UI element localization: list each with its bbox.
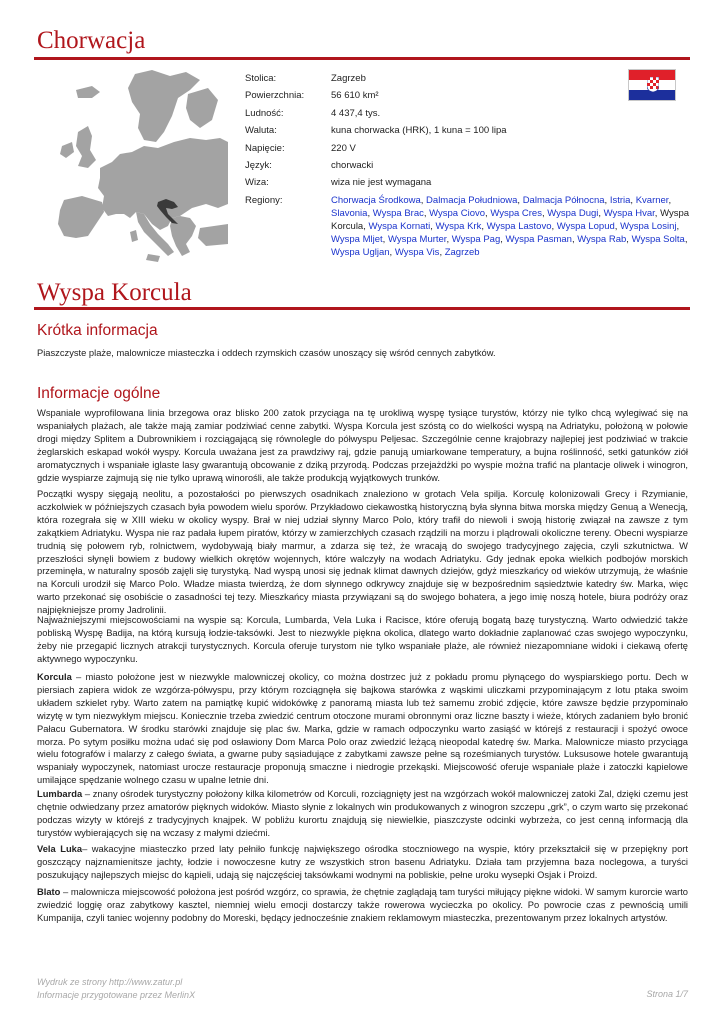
town-name: Vela Luka [37, 844, 83, 854]
fact-value: chorwacki [331, 159, 374, 171]
fact-label: Język: [245, 159, 272, 171]
town-description: – malownicza miejscowość położona jest pośród wzgórz, co sprawia, że chętnie zaglądają tam turyści miłujący piękne widoki. W samym kurorcie warto zwiedzić loggię oraz zabytkowy kasztel, niemniej wielu emocji dostarczy także rowerowa wycieczka po okolicy. Po powrocie czas z pewnością umili Kumpanija, czyli taniec wojenny podobny do Moreski, będący jednocześnie znakiem reklamowym miasteczka, prezentowanym przez lokalnych artystów. [37, 887, 688, 923]
town-description: – wakacyjne miasteczko przed laty pełniło funkcję największego ośrodka stoczniowego na wyspie, który przekształcił się w przepiękny port goszczący najznamienitsze jachty, łodzie i nowoczesne kutry ze wszystkich stron basenu Adriatyku. Działa tam przyjemna baza noclegowa, a turyści poszukujący najlepszych miejsc do kąpieli, udają się najczęściej taksówkami wodnymi na pobliskie, pełne uroku wysepki Osjak i Proizd. [37, 844, 688, 880]
fact-label: Napięcie: [245, 142, 285, 154]
regions-list: Chorwacja Środkowa, Dalmacja Południowa, Dalmacja Północna, Istria, Kvarner, Slavonia, Wyspa Brac, Wyspa Ciovo, Wyspa Cres, Wyspa Dugi, Wyspa Hvar, Wyspa Korcula, Wyspa Kornati, Wyspa Krk, Wyspa Lastovo, Wyspa Lopud, Wyspa Losinj, Wyspa Mljet, Wyspa Murter, Wyspa Pag, Wyspa Pasman, Wyspa Rab, Wyspa Solta, Wyspa Ugljan, Wyspa Vis, Zagrzeb [331, 194, 690, 258]
region-link[interactable]: Istria [609, 194, 631, 206]
fact-row-language [245, 159, 695, 172]
region-link[interactable]: Zagrzeb [444, 246, 480, 258]
paragraph-towns: Najważniejszymi miejscowościami na wyspie są: Korcula, Lumbarda, Vela Luka i Racisce, które oferują bogatą bazę turystyczną. Warto odwiedzić także pobliską Wyspę Badija, na którą kursują łodzie-taksówki. Jest to niezwykle piękna okolica, dlatego warto dokładnie zaplanować czas swojego wypoczynku, żeby nie przegapić licznych atrakcji turystycznych. Korcula oferuje turystom nie tylko wspaniałe plaże, ale również niezapomniane widoki i ciekawą ofertę aktywnego wypoczynku. [37, 615, 688, 664]
paragraph-lumbarda [37, 788, 688, 840]
paragraph-intro: Wspaniale wyprofilowana linia brzegowa oraz blisko 200 zatok przyciąga na tę urokliwą wyspę tysiące turystów, którzy nie tylko chcą wylegiwać się na wspaniałych plażach, ale także mają zamiar podziwiać cenne zabytki. Wyspa Korcula jest szóstą co do wielkości wyspą na Adriatyku, położoną w połowie drogi między Splitem a Dubrownikiem i rozciągającą się równolegle do półwyspu Peljesac. Szczególnie cenne krajobrazy najlepiej jest podziwiać w trakcie żeglarskich eskapad wokół wyspy. Korcula uważana jest za prawdziwy raj, gdzie panują umiarkowane temperatury, a bujna roślinność, setki gatunków ziół aromatycznych i wspaniałe iglaste lasy gwarantują obcowanie z dziką przyrodą. Podczas przejażdżki po wyspie można trafić na plantacje oliwek i winogron, gdzie wyspiarze zajmują się nie tylko uprawą winorośli, ale także produkcją wyjątkowych trunków. [37, 408, 688, 483]
fact-value: Zagrzeb [331, 73, 366, 84]
title-divider [34, 307, 690, 310]
region-link[interactable]: Wyspa Rab [577, 233, 627, 245]
region-link[interactable]: Wyspa Brac [372, 207, 424, 219]
region-link[interactable]: Wyspa Ugljan [331, 246, 390, 258]
region-current: Wyspa Korcula [331, 207, 690, 232]
region-link[interactable]: Wyspa Ciovo [429, 207, 486, 219]
fact-value: 4 437,4 tys. [331, 107, 381, 119]
town-name: Blato [37, 887, 61, 897]
fact-label: Ludność: [245, 107, 284, 119]
fact-value: 56 610 km² [331, 90, 379, 102]
fact-value: wiza nie jest wymagana [331, 177, 432, 189]
fact-row-population [245, 107, 695, 120]
fact-row-currency [245, 124, 695, 137]
fact-label: Wiza: [245, 177, 269, 189]
region-link[interactable]: Wyspa Krk [435, 220, 482, 232]
region-link[interactable]: Wyspa Mljet [331, 233, 383, 245]
page-number: Strona 1/7 [646, 989, 688, 999]
region-link[interactable]: Wyspa Lopud [556, 220, 615, 232]
region-link[interactable]: Wyspa Pasman [505, 233, 572, 245]
fact-value: kuna chorwacka (HRK), 1 kuna = 100 lipa [331, 125, 507, 137]
short-info-text: Piaszczyste plaże, malownicze miasteczka i oddech rzymskich czasów unoszący się wśród cennych zabytków. [37, 348, 496, 358]
region-link[interactable]: Wyspa Losinj [620, 220, 677, 232]
europe-map [40, 68, 228, 266]
fact-value: 220 V [331, 142, 356, 154]
region-link[interactable]: Chorwacja Środkowa [331, 194, 421, 206]
paragraph-blato [37, 886, 688, 925]
town-name: Korcula [37, 672, 72, 682]
fact-label: Powierzchnia: [245, 90, 305, 102]
town-description: – znany ośrodek turystyczny położony kilka kilometrów od Korculi, rozciągnięty jest na wzgórzach wokół malowniczej zatoki Zal, dzięki czemu jest chętnie odwiedzany przez amatorów pięknych widoków. Miasto słynie z lokalnych win produkowanych z winogron szczepu „grk”, o czym warto się przekonać podczas wizyty w którejś z tradycyjnych knajpek. W pobliżu kurortu znajdują się niewielkie, piaszczyste odcinki wybrzeża, co jest cenną informacją dla turystów wybierających się na wczasy z małymi dziećmi. [37, 789, 688, 838]
region-link[interactable]: Slavonia [331, 207, 368, 219]
croatia-flag [628, 69, 676, 101]
region-link[interactable]: Wyspa Solta [631, 233, 685, 245]
region-link[interactable]: Dalmacja Południowa [426, 194, 518, 206]
fact-row-visa [245, 176, 695, 189]
fact-row-voltage [245, 142, 695, 155]
section-heading-general-info: Informacje ogólne [37, 385, 161, 402]
fact-label: Stolica: [245, 73, 277, 84]
region-link[interactable]: Wyspa Lastovo [486, 220, 552, 232]
section-heading-short-info: Krótka informacja [37, 322, 158, 339]
fact-label: Regiony: [245, 194, 283, 206]
island-title: Wyspa Korcula [37, 279, 192, 306]
region-link[interactable]: Wyspa Pag [451, 233, 501, 245]
region-link[interactable]: Wyspa Cres [490, 207, 542, 219]
paragraph-history: Początki wyspy sięgają neolitu, a pozostałości po pierwszych osadnikach znaleziono w grotach Vela spilja. Korculę kolonizowali Grecy i Rzymianie, aczkolwiek w późniejszych czasach była powodem wielu sporów. Przykładowo ciekawostką historyczną była słynna bitwa morska między Genuą a Wenecją, która rozegrała się w XIII wieku w okolicy wyspy. Brał w niej udział słynny Marco Polo, który trafił do niewoli i swoją historię związał na zawsze z tym zakątkiem Adriatyku. Wyspa nie raz padała łupem piratów, którzy w zamierzchłych czasach rządzili na morzu i plądrowali okoliczne tereny. Obecni wyspiarze trudnią się połowem ryb, rolnictwem, wydobywają biały marmur, a zdarza się też, że wracają do swojego tradycyjnego zajęcia, czyli szkutnictwa. W przeszłości słynęli bowiem z budowy wielkich okrętów wojennych, które walczyły na wodach Adriatyku. Gdy jednak epoka wielkich podbojów morskich przeminęła, w naturalny sposób zajęli się turystyką. Nad wyspą unosi się jednak klimat dawnych dziejów, gdyż mieszkańcy od wieków utrzymują, że właśnie na Korculi urodził się Marco Polo. Władze miasta twierdzą, że dom słynnego odkrywcy znajduje się w bezpośrednim sąsiedztwie katedry św. Marka, więc warto przekonać się osobiście o zasadności tej tezy. Mieszkańcy miasta przywiązani są do swojego bohatera, a jego imię noszą hotele, biura podróży oraz najpiękniejsze promy Jadrolinii. [37, 489, 688, 616]
europe-map-image [40, 68, 228, 266]
region-link[interactable]: Wyspa Kornati [368, 220, 431, 232]
region-link[interactable]: Wyspa Hvar [603, 207, 655, 219]
region-link[interactable]: Wyspa Dugi [547, 207, 599, 219]
region-link[interactable]: Kvarner [635, 194, 669, 206]
footer-print-source: Wydruk ze strony http://www.zatur.pl [37, 977, 183, 987]
paragraph-vela-luka [37, 843, 688, 882]
region-link[interactable]: Dalmacja Północna [522, 194, 605, 206]
town-description: – miasto położone jest w niezwykle malowniczej okolicy, co można dostrzec już z pokładu promu płynącego do wyspiarskiego portu. Dech w piersiach zapiera widok ze wzgórza-półwyspu, przy którym rozciągnęła się bajkowa starówka z wąskimi uliczkami przypominającym z lotu ptaka swoim układem szkielet ryby. Warto zatem na pamiątkę kupić widokówkę z panoramą miasta lub też samemu zrobić zdjęcie, które zawsze będzie przypominało wizytę w tym niezwykłym miejscu. Koniecznie trzeba zwiedzić centrum otoczone murami obronnymi oraz liczne baszty i wieże, których zadaniem było bronić Pałacu Gubernatora. W środku starówki znajduje się plac św. Marka, gdzie w ramach odpoczynku warto zasiąść w którejś z restauracji i spożyć owoce morza. Po sytym posiłku można udać się pod osławiony Dom Marca Polo oraz zwiedzić leżącą nieopodal katedrę św. Marka. Malownicze miasto przyciąga wielu fotografów i malarzy z całego świata, a gwarne puby sąsiadujące z zabytkami zawsze pełne są roześmianych turystów. Luksusowe hotele gwarantują wspaniały wypoczynek, natomiast urocze restauracje proponują smaczne i niedrogie przekąski. Miejscowość oferuje wspaniałe plaże i zatoczki kąpielowe umilające spędzanie wolnego czasu w upalne letnie dni. [37, 672, 688, 786]
town-name: Lumbarda [37, 789, 83, 799]
coat-of-arms-icon [647, 77, 659, 92]
footer-source [37, 976, 195, 1001]
region-link[interactable]: Wyspa Murter [387, 233, 447, 245]
fact-label: Waluta: [245, 125, 277, 137]
title-divider [34, 57, 690, 60]
fact-row-regions [245, 194, 695, 259]
footer-prepared-by: Informacje przygotowane przez MerlinX [37, 989, 196, 1000]
country-title: Chorwacja [37, 27, 146, 54]
paragraph-korcula [37, 671, 688, 787]
region-link[interactable]: Wyspa Vis [394, 246, 440, 258]
